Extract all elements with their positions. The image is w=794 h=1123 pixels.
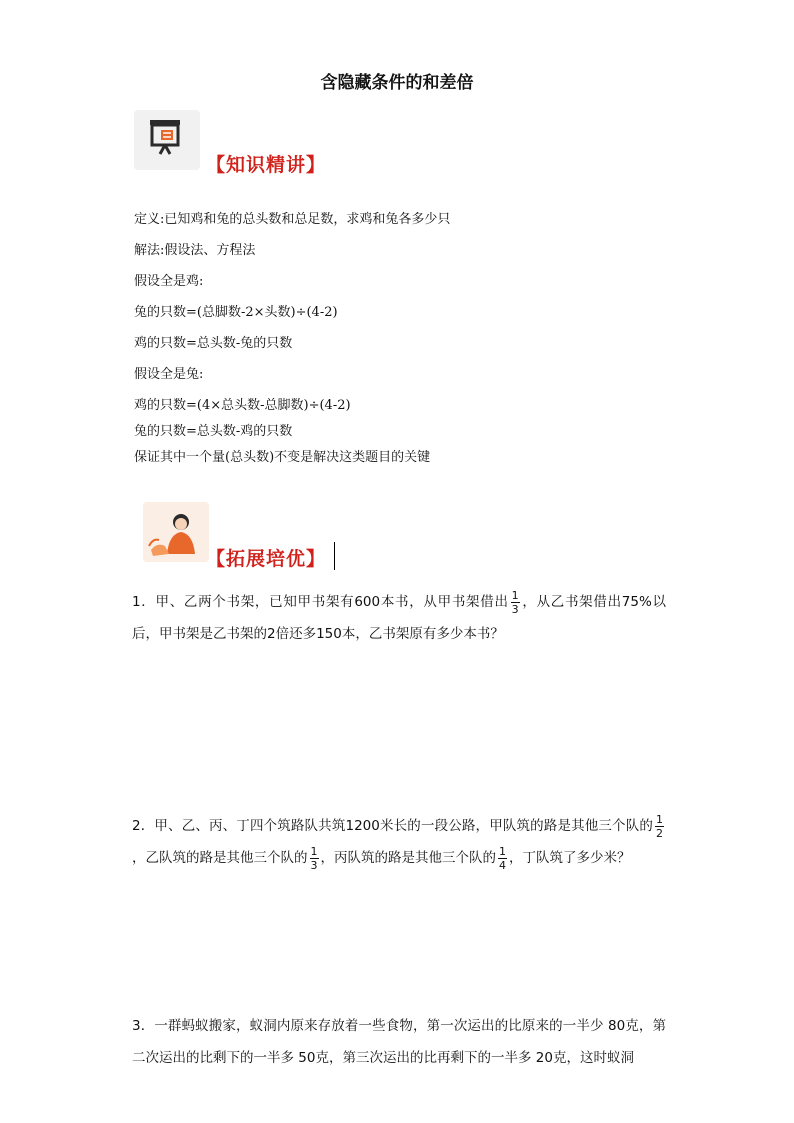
question-1-text-b: ，从乙书架借出75%以后，甲书架是乙书架的2倍还多150本，乙书架原有多少本书？ xyxy=(132,594,666,642)
question-1-text-a: 1．甲、乙两个书架，已知甲书架有600本书，从甲书架借出 xyxy=(132,594,509,610)
extension-heading: 【拓展培优】 xyxy=(206,548,327,570)
fraction-numerator: 1 xyxy=(310,844,318,858)
fraction-numerator: 1 xyxy=(511,588,519,602)
knowledge-line: 假设全是鸡: xyxy=(134,274,204,289)
question-2-text-c: ，丙队筑的路是其他三个队的 xyxy=(320,850,496,866)
question-2-text-b: ，乙队筑的路是其他三个队的 xyxy=(132,850,308,866)
fraction-denominator: 3 xyxy=(310,858,318,872)
fraction-one-quarter xyxy=(498,845,507,872)
fraction-one-third xyxy=(511,589,520,616)
question-3 xyxy=(132,1010,666,1074)
question-1 xyxy=(132,586,666,650)
fraction-numerator: 1 xyxy=(499,844,506,858)
fraction-one-third xyxy=(310,845,319,872)
page-title: 含隐藏条件的和差倍 xyxy=(320,73,474,93)
teacher-avatar-icon xyxy=(143,502,209,562)
knowledge-line: 鸡的只数=(4×总头数-总脚数)÷(4-2) xyxy=(134,398,351,413)
fraction-one-half xyxy=(655,813,664,840)
question-2 xyxy=(132,810,666,874)
knowledge-line: 兔的只数=总头数-鸡的只数 xyxy=(134,424,293,439)
knowledge-line: 假设全是兔: xyxy=(134,367,204,382)
knowledge-line: 兔的只数=(总脚数-2×头数)÷(4-2) xyxy=(134,305,338,320)
knowledge-heading: 【知识精讲】 xyxy=(206,154,327,176)
knowledge-line: 解法:假设法、方程法 xyxy=(134,243,256,258)
text-cursor xyxy=(334,542,335,570)
question-2-text-d: ，丁队筑了多少米？ xyxy=(509,850,631,866)
presentation-board-icon xyxy=(134,110,200,170)
fraction-numerator: 1 xyxy=(656,812,663,826)
question-2-text-a: 2．甲、乙、丙、丁四个筑路队共筑1200米长的一段公路，甲队筑的路是其他三个队的 xyxy=(132,818,653,834)
knowledge-line: 定义:已知鸡和兔的总头数和总足数，求鸡和兔各多少只 xyxy=(134,212,451,227)
knowledge-content xyxy=(134,212,674,465)
fraction-denominator: 4 xyxy=(499,858,506,872)
question-3-text: 3．一群蚂蚁搬家，蚁洞内原来存放着一些食物，第一次运出的比原来的一半少 80克，第二次运出的比剩下的一半多 50克，第三次运出的比再剩下的一半多 20克，这时蚁洞 xyxy=(132,1018,666,1066)
knowledge-line: 保证其中一个量(总头数)不变是解决这类题目的关键 xyxy=(134,450,431,465)
knowledge-line: 鸡的只数=总头数-兔的只数 xyxy=(134,336,293,351)
fraction-denominator: 3 xyxy=(511,602,519,616)
fraction-denominator: 2 xyxy=(656,826,663,840)
